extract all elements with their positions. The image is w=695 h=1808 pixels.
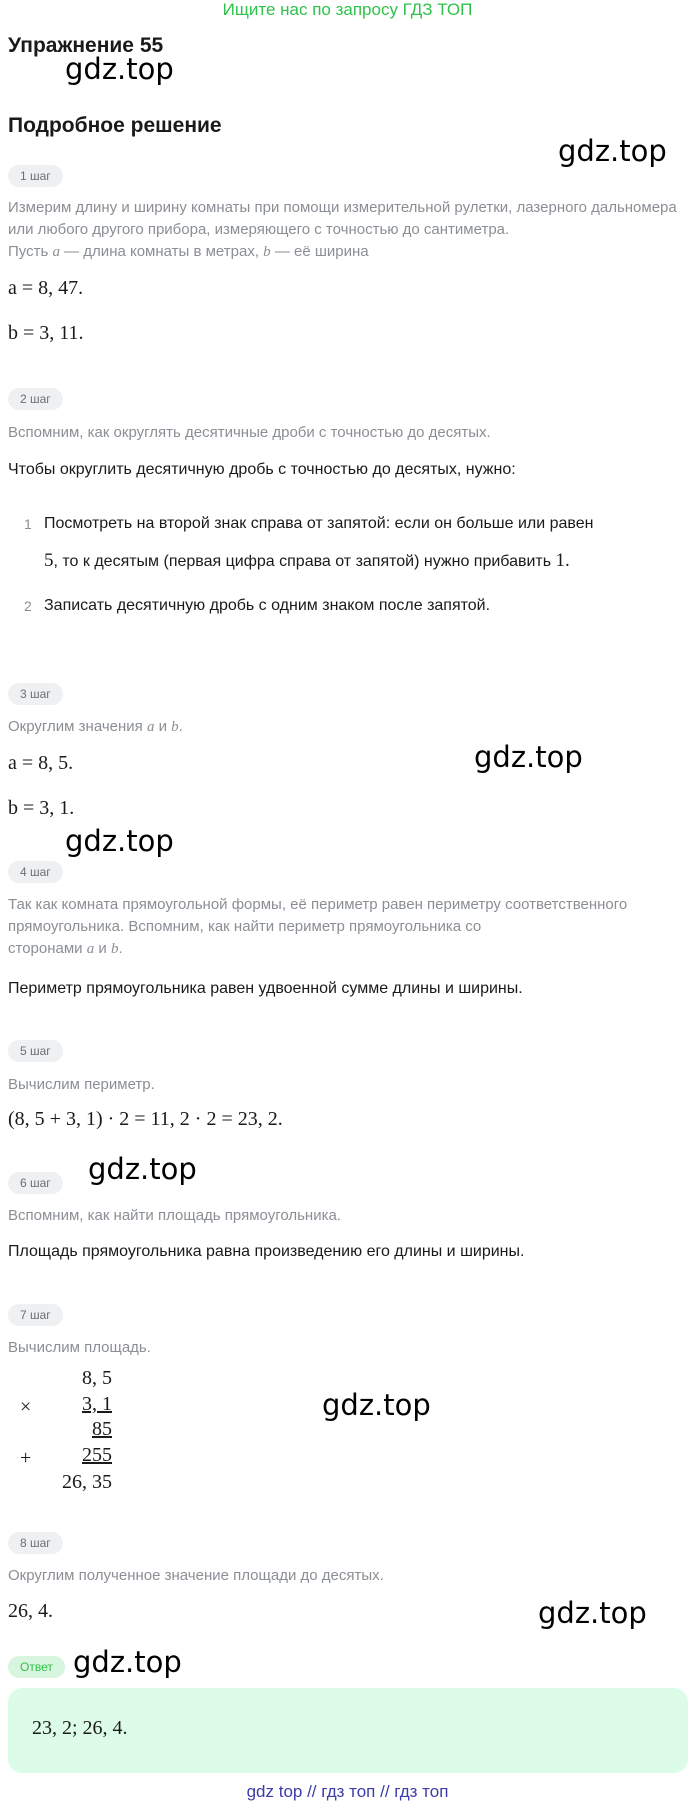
list-item: Посмотреть на второй знак справа от запятой: если он больше или равен xyxy=(44,515,594,532)
math-line: b = 3, 1. xyxy=(8,797,75,819)
rule-text: Чтобы округлить десятичную дробь с точностью до десятых, нужно: xyxy=(8,461,516,478)
watermark: gdz.top xyxy=(558,134,667,168)
list-number: 2 xyxy=(24,598,32,614)
section-title: Подробное решение xyxy=(8,114,222,137)
step-text: Измерим длину и ширину комнаты при помощи измерительной рулетки, лазерного дальномера или любого другого прибора, измеряющего с точностью до сантиметра. Пусть a — длина комнаты в метрах, b — её ширина xyxy=(8,199,677,260)
partial-product: 85 xyxy=(92,1418,112,1440)
rule-text: Периметр прямоугольника равен удвоенной сумме длины и ширины. xyxy=(8,980,523,997)
step-text: Вычислим периметр. xyxy=(8,1076,155,1093)
step-badge: 7 шаг xyxy=(8,1304,63,1326)
watermark: gdz.top xyxy=(322,1388,431,1422)
step-badge: 2 шаг xyxy=(8,388,63,410)
product: 26, 35 xyxy=(62,1471,112,1493)
math-line: a = 8, 5. xyxy=(8,752,74,774)
multiplier: 3, 1 xyxy=(82,1393,112,1415)
watermark: gdz.top xyxy=(73,1645,182,1679)
rule-text: Площадь прямоугольника равна произведению его длины и ширины. xyxy=(8,1243,525,1260)
step-badge: 4 шаг xyxy=(8,861,63,883)
answer-box xyxy=(8,1688,688,1773)
multiplicand: 8, 5 xyxy=(82,1367,112,1389)
step-text: Вспомним, как найти площадь прямоугольника. xyxy=(8,1207,341,1224)
step-text: Округлим значения a и b. xyxy=(8,718,183,735)
footer-links[interactable]: gdz top // гдз топ // гдз топ xyxy=(246,1782,449,1801)
list-item: 5, то к десятым (первая цифра справа от запятой) нужно прибавить 1. xyxy=(44,550,570,571)
plus-sign: + xyxy=(20,1447,32,1469)
watermark: gdz.top xyxy=(538,1596,647,1630)
step-text: Вычислим площадь. xyxy=(8,1339,151,1356)
step-badge: 6 шаг xyxy=(8,1172,63,1194)
step-text: Вспомним, как округлять десятичные дроби с точностью до десятых. xyxy=(8,424,491,441)
math-line: b = 3, 11. xyxy=(8,322,84,344)
step-badge: 5 шаг xyxy=(8,1040,63,1062)
math-line: (8, 5 + 3, 1) · 2 = 11, 2 · 2 = 23, 2. xyxy=(8,1108,283,1130)
watermark: gdz.top xyxy=(474,740,583,774)
math-line: a = 8, 47. xyxy=(8,277,84,299)
watermark: gdz.top xyxy=(65,824,174,858)
watermark: gdz.top xyxy=(65,52,174,86)
step-text: Округлим полученное значение площади до десятых. xyxy=(8,1567,384,1584)
watermark: gdz.top xyxy=(88,1152,197,1186)
partial-product: 255 xyxy=(82,1444,112,1466)
list-number: 1 xyxy=(24,516,32,532)
step-badge: 3 шаг xyxy=(8,683,63,705)
step-text: Так как комната прямоугольной формы, её периметр равен периметру соответственного прямоугольника. Вспомним, как найти периметр прямоугольника со сторонами a и b. xyxy=(8,896,628,957)
step-badge: 8 шаг xyxy=(8,1532,63,1554)
list-item: Записать десятичную дробь с одним знаком после запятой. xyxy=(44,597,491,614)
promo-banner[interactable]: Ищите нас по запросу ГДЗ ТОП xyxy=(222,0,473,19)
math-line: 26, 4. xyxy=(8,1600,53,1622)
answer-badge: Ответ xyxy=(8,1656,65,1678)
answer-value: 23, 2; 26, 4. xyxy=(32,1717,128,1739)
page-title: Упражнение 55 xyxy=(8,34,164,57)
step-badge: 1 шаг xyxy=(8,165,63,187)
times-sign: × xyxy=(20,1396,32,1418)
